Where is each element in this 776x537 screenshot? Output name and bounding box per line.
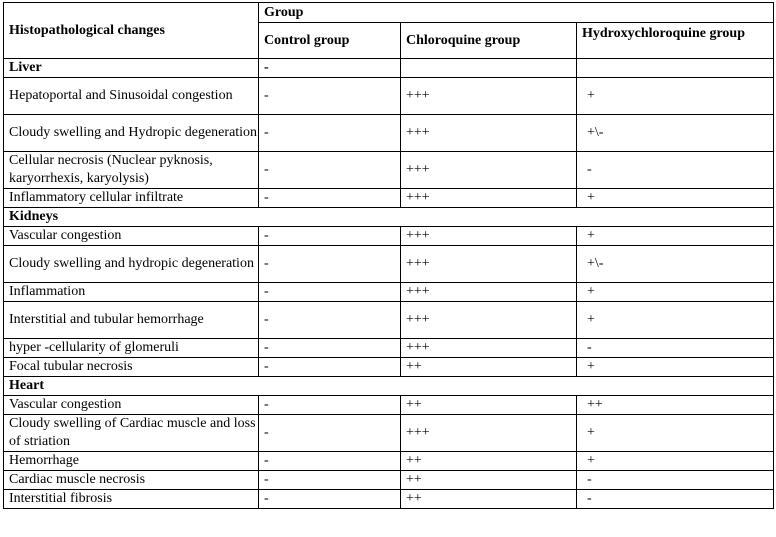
cell-control: - — [259, 396, 401, 415]
cell-chloroquine: +++ — [401, 339, 577, 358]
table-row — [4, 302, 774, 339]
table-row — [4, 152, 774, 189]
section-value-liver-hydroxychloroquine — [577, 59, 774, 78]
cell-hydroxychloroquine: - — [577, 152, 774, 189]
table-row — [4, 246, 774, 283]
table-row — [4, 396, 774, 415]
table-row — [4, 189, 774, 208]
table-row — [4, 452, 774, 471]
cell-control: - — [259, 283, 401, 302]
cell-control: - — [259, 452, 401, 471]
cell-hydroxychloroquine: ++ — [577, 396, 774, 415]
header-control-group: Control group — [259, 23, 401, 59]
row-label: hyper -cellularity of glomeruli — [4, 339, 259, 358]
cell-control: - — [259, 358, 401, 377]
section-title-liver: Liver — [4, 59, 259, 78]
row-label: Interstitial fibrosis — [4, 490, 259, 509]
cell-control: - — [259, 339, 401, 358]
cell-control: - — [259, 227, 401, 246]
cell-chloroquine: +++ — [401, 115, 577, 152]
row-label: Hemorrhage — [4, 452, 259, 471]
cell-chloroquine: +++ — [401, 415, 577, 452]
cell-control: - — [259, 115, 401, 152]
cell-hydroxychloroquine: + — [577, 227, 774, 246]
section-row-kidneys — [4, 208, 774, 227]
cell-chloroquine: ++ — [401, 396, 577, 415]
table-row — [4, 415, 774, 452]
histopathology-table — [3, 2, 774, 509]
row-label: Inflammatory cellular infiltrate — [4, 189, 259, 208]
cell-chloroquine: +++ — [401, 152, 577, 189]
cell-control: - — [259, 490, 401, 509]
cell-control: - — [259, 189, 401, 208]
cell-hydroxychloroquine: - — [577, 339, 774, 358]
cell-control: - — [259, 302, 401, 339]
cell-chloroquine: ++ — [401, 452, 577, 471]
cell-chloroquine: +++ — [401, 189, 577, 208]
row-label: Focal tubular necrosis — [4, 358, 259, 377]
table-row — [4, 115, 774, 152]
cell-hydroxychloroquine: + — [577, 452, 774, 471]
header-chloroquine-group: Chloroquine group — [401, 23, 577, 59]
table-row — [4, 471, 774, 490]
table-row — [4, 283, 774, 302]
table-row — [4, 358, 774, 377]
cell-chloroquine: ++ — [401, 471, 577, 490]
section-value-liver-chloroquine — [401, 59, 577, 78]
row-label: Cloudy swelling and hydropic degeneration — [4, 246, 259, 283]
cell-chloroquine: +++ — [401, 227, 577, 246]
section-title-heart: Heart — [4, 377, 774, 396]
table-row — [4, 490, 774, 509]
cell-control: - — [259, 415, 401, 452]
row-label: Cloudy swelling of Cardiac muscle and loss of striation — [4, 415, 259, 452]
cell-hydroxychloroquine: + — [577, 358, 774, 377]
section-row-heart — [4, 377, 774, 396]
row-label: Cellular necrosis (Nuclear pyknosis, karyorrhexis, karyolysis) — [4, 152, 259, 189]
section-value-liver-control: - — [259, 59, 401, 78]
cell-hydroxychloroquine: +\- — [577, 246, 774, 283]
row-label: Hepatoportal and Sinusoidal congestion — [4, 78, 259, 115]
cell-hydroxychloroquine: + — [577, 78, 774, 115]
row-label: Vascular congestion — [4, 396, 259, 415]
cell-control: - — [259, 78, 401, 115]
header-group: Group — [259, 3, 774, 23]
cell-chloroquine: +++ — [401, 283, 577, 302]
row-label: Vascular congestion — [4, 227, 259, 246]
cell-hydroxychloroquine: - — [577, 490, 774, 509]
section-row-liver — [4, 59, 774, 78]
cell-control: - — [259, 152, 401, 189]
cell-control: - — [259, 471, 401, 490]
cell-chloroquine: ++ — [401, 490, 577, 509]
cell-chloroquine: +++ — [401, 78, 577, 115]
row-label: Interstitial and tubular hemorrhage — [4, 302, 259, 339]
row-label: Cloudy swelling and Hydropic degeneration — [4, 115, 259, 152]
cell-hydroxychloroquine: + — [577, 283, 774, 302]
cell-chloroquine: +++ — [401, 302, 577, 339]
cell-hydroxychloroquine: - — [577, 471, 774, 490]
table-row — [4, 227, 774, 246]
section-title-kidneys: Kidneys — [4, 208, 774, 227]
cell-chloroquine: +++ — [401, 246, 577, 283]
cell-hydroxychloroquine: +\- — [577, 115, 774, 152]
row-label: Cardiac muscle necrosis — [4, 471, 259, 490]
cell-control: - — [259, 246, 401, 283]
row-label: Inflammation — [4, 283, 259, 302]
cell-hydroxychloroquine: + — [577, 189, 774, 208]
cell-hydroxychloroquine: + — [577, 415, 774, 452]
table-row — [4, 339, 774, 358]
cell-chloroquine: ++ — [401, 358, 577, 377]
cell-hydroxychloroquine: + — [577, 302, 774, 339]
header-hydroxychloroquine-group: Hydroxychloroquine group — [577, 23, 774, 59]
header-histopathological-changes: Histopathological changes — [4, 3, 259, 59]
table-row — [4, 78, 774, 115]
